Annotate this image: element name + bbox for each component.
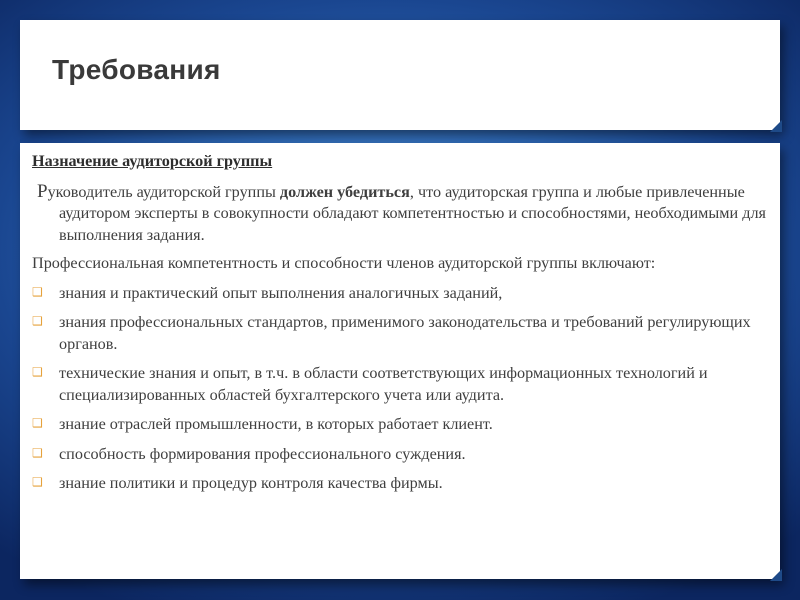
bullet-icon: ❑ bbox=[32, 365, 43, 379]
intro-paragraph: Профессиональная компетентность и способности членов аудиторской группы включают: bbox=[32, 254, 656, 272]
list-item-text: знания и практический опыт выполнения аналогичных заданий, bbox=[59, 283, 503, 302]
lead-first-letter: Р bbox=[37, 180, 48, 202]
slide-title: Требования bbox=[52, 54, 221, 85]
lead-emphasis: должен убедиться bbox=[279, 182, 410, 201]
list-item-text: знание политики и процедур контроля качества фирмы. bbox=[59, 474, 443, 492]
requirements-list bbox=[32, 283, 774, 495]
lead-text-before: уководитель аудиторской группы bbox=[47, 182, 280, 201]
list-item bbox=[32, 283, 774, 305]
list-item-text: способность формирования профессионального суждения. bbox=[59, 444, 466, 463]
list-item bbox=[32, 363, 774, 406]
section-heading: Назначение аудиторской группы bbox=[32, 152, 273, 170]
bullet-icon: ❑ bbox=[32, 475, 43, 489]
lead-paragraph bbox=[32, 181, 774, 247]
content-panel bbox=[20, 143, 780, 579]
list-item-text: знания профессиональных стандартов, применимого законодательства и требований регулирующих органов. bbox=[59, 313, 751, 353]
list-item bbox=[32, 312, 774, 355]
bullet-icon: ❑ bbox=[32, 445, 43, 460]
list-item-text: технические знания и опыт, в т.ч. в области соответствующих информационных технологий и специализированных областей бухгалтерского учета или аудита. bbox=[59, 364, 708, 404]
list-item bbox=[32, 444, 774, 466]
content-body bbox=[32, 151, 774, 503]
title-panel bbox=[20, 20, 780, 130]
bullet-icon: ❑ bbox=[32, 416, 43, 430]
lead-text-after: , что аудиторская группа и любые привлеченные аудитором эксперты в совокупности обладают компетентностью и способностями, необходимыми для выполнения задания. bbox=[59, 182, 766, 244]
list-item-text: знание отраслей промышленности, в которых работает клиент. bbox=[59, 415, 493, 433]
list-item bbox=[32, 473, 774, 495]
bullet-icon: ❑ bbox=[32, 284, 43, 299]
list-item bbox=[32, 414, 774, 436]
bullet-icon: ❑ bbox=[32, 314, 43, 328]
